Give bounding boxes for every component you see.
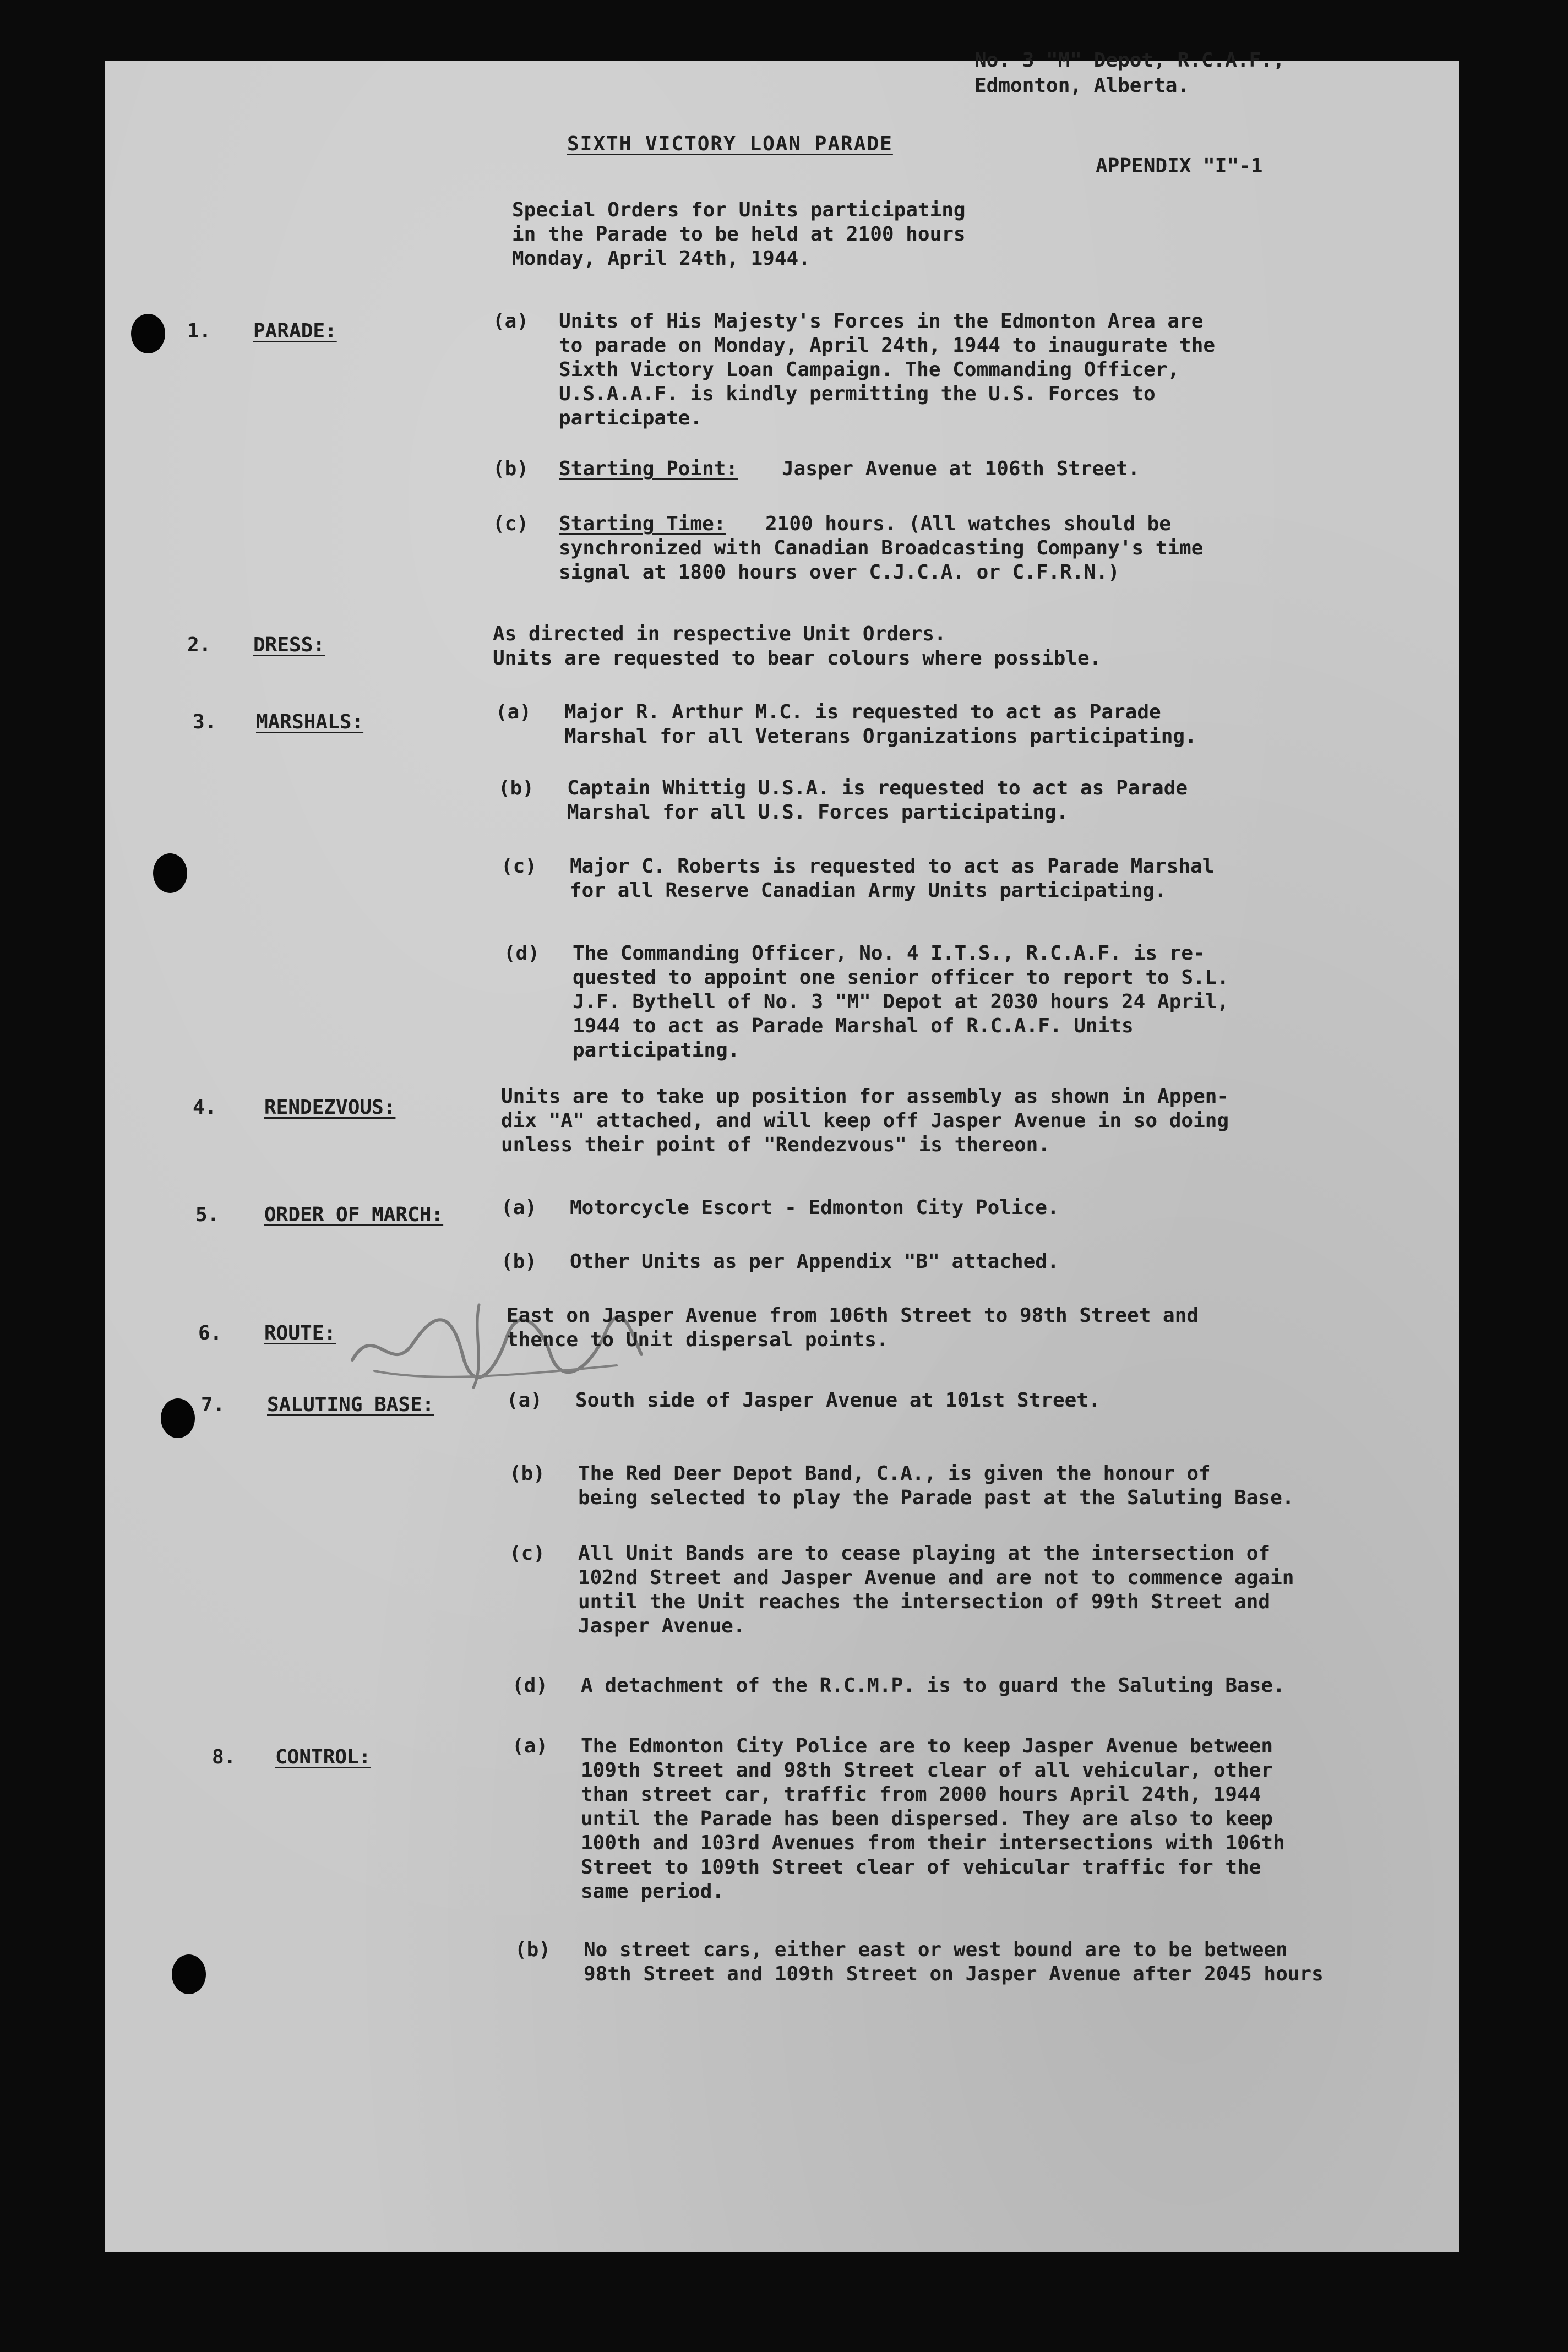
section-5a-text: Motorcycle Escort - Edmonton City Police. xyxy=(570,1196,1059,1219)
section-1c-line: synchronized with Canadian Broadcasting Company's time xyxy=(559,537,1204,559)
intro-line-2: in the Parade to be held at 2100 hours xyxy=(512,223,966,246)
section-8b-line: No street cars, either east or west bound are to be between xyxy=(584,1939,1288,1961)
section-7b-label: (b) xyxy=(509,1462,546,1485)
section-3a-line: Major R. Arthur M.C. is requested to act as Parade xyxy=(564,701,1161,723)
section-5a-label: (a) xyxy=(501,1196,537,1219)
section-3c-label: (c) xyxy=(501,855,537,878)
section-3d-label: (d) xyxy=(504,942,540,965)
section-1a-line: participate. xyxy=(559,407,703,429)
section-1-number: 1. xyxy=(187,320,211,342)
section-7b-line: The Red Deer Depot Band, C.A., is given the honour of xyxy=(578,1462,1211,1485)
section-5-number: 5. xyxy=(195,1204,220,1226)
section-4-line: unless their point of "Rendezvous" is thereon. xyxy=(501,1134,1050,1156)
section-8a-line: The Edmonton City Police are to keep Jasper Avenue between xyxy=(581,1735,1273,1757)
section-8b-line: 98th Street and 109th Street on Jasper Avenue after 2045 hours xyxy=(584,1963,1324,1985)
section-3b-label: (b) xyxy=(498,777,535,799)
section-4-line: dix "A" attached, and will keep off Jasper Avenue in so doing xyxy=(501,1109,1229,1132)
section-2-number: 2. xyxy=(187,634,211,656)
section-7c-line: Jasper Avenue. xyxy=(578,1615,745,1637)
section-3a-line: Marshal for all Veterans Organizations participating. xyxy=(564,725,1197,748)
punch-hole-1 xyxy=(131,314,165,353)
section-3-number: 3. xyxy=(193,711,217,733)
section-7c-label: (c) xyxy=(509,1542,546,1565)
section-3d-line: J.F. Bythell of No. 3 "M" Depot at 2030 hours 24 April, xyxy=(573,990,1229,1013)
section-1b-text: Jasper Avenue at 106th Street. xyxy=(782,458,1140,480)
document-page xyxy=(105,49,1459,2252)
section-2-line: Units are requested to bear colours where possible. xyxy=(493,647,1102,669)
section-1b-label: (b) xyxy=(493,458,529,480)
section-3-heading: MARSHALS: xyxy=(256,711,364,733)
section-8a-line: Street to 109th Street clear of vehicular traffic for the xyxy=(581,1856,1261,1879)
intro-line-3: Monday, April 24th, 1944. xyxy=(512,247,810,270)
section-8a-line: same period. xyxy=(581,1880,725,1903)
section-3d-line: participating. xyxy=(573,1039,740,1061)
section-8b-label: (b) xyxy=(515,1939,551,1961)
section-8a-line: 109th Street and 98th Street clear of all vehicular, other xyxy=(581,1759,1273,1782)
section-8a-label: (a) xyxy=(512,1735,548,1757)
section-5b-text: Other Units as per Appendix "B" attached. xyxy=(570,1250,1059,1273)
section-8a-line: than street car, traffic from 2000 hours April 24th, 1944 xyxy=(581,1783,1261,1806)
section-7d-label: (d) xyxy=(512,1674,548,1697)
section-8a-line: until the Parade has been dispersed. They are also to keep xyxy=(581,1807,1273,1830)
section-1c-term: Starting Time: xyxy=(559,513,726,535)
section-7-number: 7. xyxy=(201,1393,225,1416)
intro-line-1: Special Orders for Units participating xyxy=(512,199,966,221)
section-1-heading: PARADE: xyxy=(253,320,337,342)
section-5b-label: (b) xyxy=(501,1250,537,1273)
section-8-heading: CONTROL: xyxy=(275,1746,371,1768)
section-7b-line: being selected to play the Parade past at the Saluting Base. xyxy=(578,1487,1294,1509)
depot-line-2: Edmonton, Alberta. xyxy=(974,74,1190,97)
punch-hole-3 xyxy=(161,1398,195,1438)
section-2-heading: DRESS: xyxy=(253,634,325,656)
section-4-number: 4. xyxy=(193,1096,217,1119)
section-1c-label: (c) xyxy=(493,513,529,535)
section-1a-label: (a) xyxy=(493,310,529,333)
section-3b-line: Captain Whittig U.S.A. is requested to act as Parade xyxy=(567,777,1188,799)
section-6-line: thence to Unit dispersal points. xyxy=(507,1329,889,1351)
punch-hole-2 xyxy=(153,853,187,893)
section-3b-line: Marshal for all U.S. Forces participating. xyxy=(567,801,1069,824)
section-1c-line: signal at 1800 hours over C.J.C.A. or C.F.R.N.) xyxy=(559,561,1120,584)
section-1c-text: 2100 hours. (All watches should be xyxy=(765,513,1171,535)
section-6-heading: ROUTE: xyxy=(264,1322,336,1344)
section-4-heading: RENDEZVOUS: xyxy=(264,1096,396,1119)
section-5-heading: ORDER OF MARCH: xyxy=(264,1204,444,1226)
section-3d-line: 1944 to act as Parade Marshal of R.C.A.F. Units xyxy=(573,1015,1134,1037)
document-title: SIXTH VICTORY LOAN PARADE xyxy=(567,133,893,155)
section-7-heading: SALUTING BASE: xyxy=(267,1393,434,1416)
section-8a-line: 100th and 103rd Avenues from their intersections with 106th xyxy=(581,1832,1285,1854)
section-7a-text: South side of Jasper Avenue at 101st Street. xyxy=(575,1389,1101,1412)
section-6-line: East on Jasper Avenue from 106th Street to 98th Street and xyxy=(507,1304,1199,1327)
section-7c-line: 102nd Street and Jasper Avenue and are not to commence again xyxy=(578,1566,1294,1589)
section-7c-line: All Unit Bands are to cease playing at the intersection of xyxy=(578,1542,1271,1565)
section-6-number: 6. xyxy=(198,1322,222,1344)
section-4-line: Units are to take up position for assembly as shown in Appen- xyxy=(501,1085,1229,1108)
section-1a-line: U.S.A.A.F. is kindly permitting the U.S. Forces to xyxy=(559,383,1156,405)
depot-line-1: No. 3 "M" Depot, R.C.A.F., xyxy=(974,49,1285,72)
appendix-label: APPENDIX "I"-1 xyxy=(1096,155,1263,177)
section-1a-line: Sixth Victory Loan Campaign. The Commanding Officer, xyxy=(559,358,1180,381)
section-7d-text: A detachment of the R.C.M.P. is to guard the Saluting Base. xyxy=(581,1674,1285,1697)
punch-hole-4 xyxy=(172,1954,206,1994)
section-1a-line: Units of His Majesty's Forces in the Edmonton Area are xyxy=(559,310,1204,333)
section-2-line: As directed in respective Unit Orders. xyxy=(493,623,946,645)
section-1a-line: to parade on Monday, April 24th, 1944 to inaugurate the xyxy=(559,334,1216,357)
section-7a-label: (a) xyxy=(507,1389,543,1412)
section-7c-line: until the Unit reaches the intersection of 99th Street and xyxy=(578,1591,1271,1613)
section-3d-line: quested to appoint one senior officer to report to S.L. xyxy=(573,966,1229,989)
section-3a-label: (a) xyxy=(496,701,532,723)
section-3c-line: Major C. Roberts is requested to act as Parade Marshal xyxy=(570,855,1215,878)
section-1b-term: Starting Point: xyxy=(559,458,738,480)
section-3d-line: The Commanding Officer, No. 4 I.T.S., R.C.A.F. is re- xyxy=(573,942,1205,965)
section-3c-line: for all Reserve Canadian Army Units participating. xyxy=(570,879,1167,902)
section-8-number: 8. xyxy=(212,1746,236,1768)
